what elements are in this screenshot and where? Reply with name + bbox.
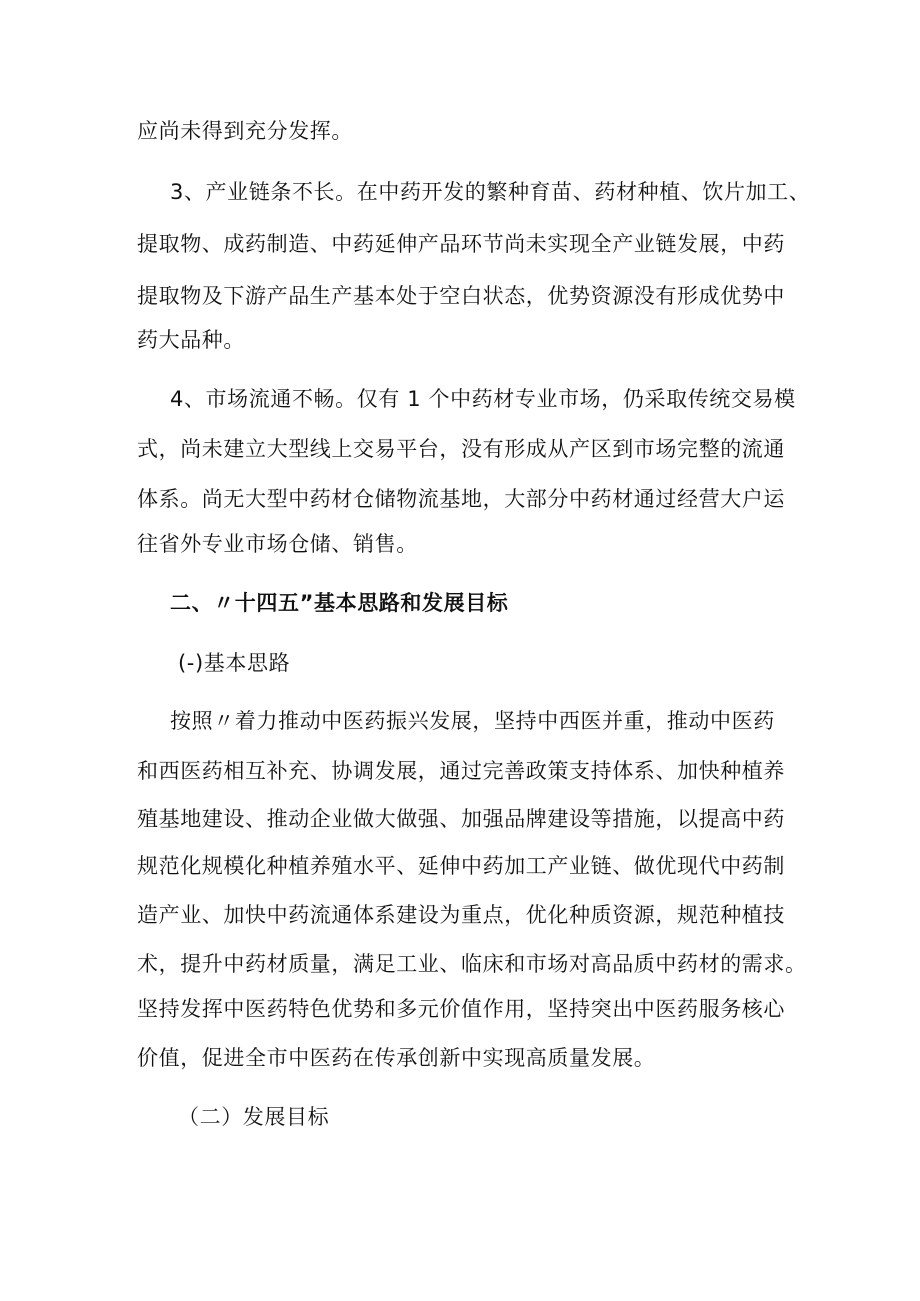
paragraph-continuation-line: 应尚未得到充分发挥。: [137, 119, 353, 143]
basic-ideas-line: 术，提升中药材质量，满足工业、临床和市场对高品质中药材的需求。: [137, 952, 807, 976]
paragraph-3-line: 3、产业链条不长。在中药开发的繁种育苗、药材种植、饮片加工、: [170, 180, 811, 204]
basic-ideas-line: 和西医药相互补充、协调发展，通过完善政策支持体系、加快种植养: [137, 759, 785, 783]
basic-ideas-line: 殖基地建设、推动企业做大做强、加强品牌建设等措施，以提高中药: [137, 807, 785, 831]
basic-ideas-line: 规范化规模化种植养殖水平、延伸中药加工产业链、做优现代中药制: [137, 854, 785, 878]
paragraph-4-line: 4、市场流通不畅。仅有 1 个中药材专业市场，仍采取传统交易模: [170, 387, 796, 411]
paragraph-3-line: 药大品种。: [137, 328, 245, 352]
paragraph-4-line: 体系。尚无大型中药材仓储物流基地，大部分中药材通过经营大户运: [137, 487, 785, 511]
subheading-development-goals: （二）发展目标: [178, 1105, 330, 1129]
paragraph-3-line: 提取物、成药制造、中药延伸产品环节尚未实现全产业链发展，中药: [137, 232, 785, 256]
basic-ideas-line: 坚持发挥中医药特色优势和多元价值作用，坚持突出中医药服务核心: [137, 997, 785, 1021]
section-heading: 二、〃十四五”基本思路和发展目标: [170, 591, 509, 615]
paragraph-3-line: 提取物及下游产品生产基本处于空白状态，优势资源没有形成优势中: [137, 284, 785, 308]
paragraph-4-line: 往省外专业市场仓储、销售。: [137, 532, 418, 556]
subheading-basic-ideas: (-)基本思路: [178, 651, 291, 675]
basic-ideas-line: 按照〃着力推动中医药振兴发展，坚持中西医并重，推动中医药: [170, 709, 775, 733]
basic-ideas-line: 造产业、加快中药流通体系建设为重点，优化种质资源，规范种植技: [137, 903, 785, 927]
basic-ideas-line: 价值，促进全市中医药在传承创新中实现高质量发展。: [137, 1046, 656, 1070]
paragraph-4-line: 式，尚未建立大型线上交易平台，没有形成从产区到市场完整的流通: [137, 437, 785, 461]
